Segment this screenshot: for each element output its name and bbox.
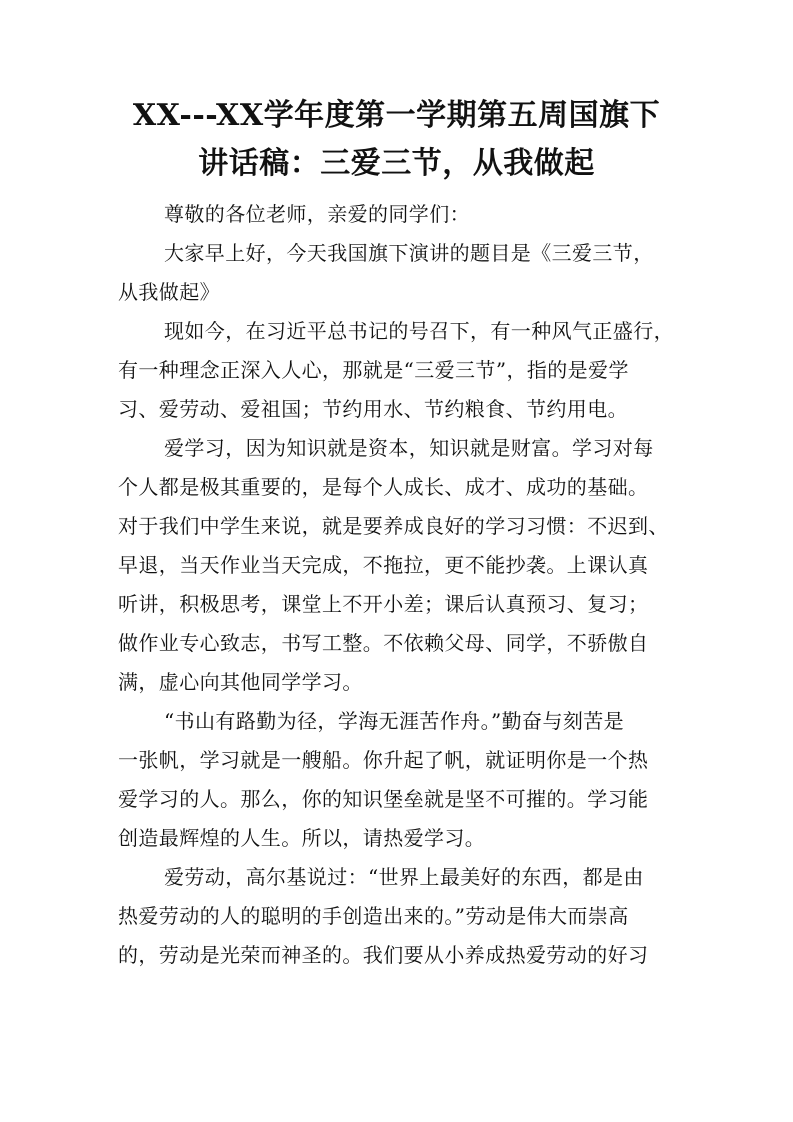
paragraph-line: 一张帆，学习就是一艘船。你升起了帆，就证明你是一个热 bbox=[118, 748, 649, 772]
paragraph-study-quote bbox=[118, 702, 682, 858]
paragraph-line: 从我做起》 bbox=[118, 280, 220, 304]
paragraph-line: 对于我们中学生来说，就是要养成良好的学习习惯：不迟到、 bbox=[118, 514, 669, 538]
paragraph-line: 早退，当天作业当天完成，不拖拉，更不能抄袭。上课认真 bbox=[118, 553, 649, 577]
document-body bbox=[118, 195, 682, 975]
paragraph-greeting bbox=[118, 195, 682, 234]
title-line-1: XX---XX学年度第一学期第五周国旗下 bbox=[132, 98, 661, 133]
paragraph-line: 的，劳动是光荣而神圣的。我们要从小养成热爱劳动的好习 bbox=[118, 943, 649, 967]
paragraph-line: 爱学习，因为知识就是资本，知识就是财富。学习对每 bbox=[164, 436, 654, 460]
paragraph-line: 爱劳动，高尔基说过：“世界上最美好的东西，都是由 bbox=[164, 865, 644, 889]
paragraph-line: 做作业专心致志，书写工整。不依赖父母、同学，不骄傲自 bbox=[118, 631, 649, 655]
paragraph-line: 现如今，在习近平总书记的号召下，有一种风气正盛行， bbox=[164, 319, 674, 343]
paragraph-love-labor bbox=[118, 858, 682, 975]
paragraph-line: 习、爱劳动、爱祖国；节约用水、节约粮食、节约用电。 bbox=[118, 397, 628, 421]
document-title bbox=[0, 92, 793, 188]
paragraph-line: 大家早上好，今天我国旗下演讲的题目是《三爱三节， bbox=[164, 241, 654, 265]
paragraph-line: 听讲，积极思考，课堂上不开小差；课后认真预习、复习； bbox=[118, 592, 649, 616]
paragraph-line: 爱学习的人。那么，你的知识堡垒就是坚不可摧的。学习能 bbox=[118, 787, 649, 811]
paragraph-opening bbox=[118, 234, 682, 312]
title-line-2: 讲话稿：三爱三节，从我做起 bbox=[198, 146, 595, 181]
paragraph-line: 个人都是极其重要的，是每个人成长、成才、成功的基础。 bbox=[118, 475, 649, 499]
paragraph-line: “书山有路勤为径，学海无涯苦作舟。”勤奋与刻苦是 bbox=[164, 709, 625, 733]
paragraph-line: 尊敬的各位老师，亲爱的同学们： bbox=[164, 202, 470, 226]
paragraph-line: 创造最辉煌的人生。所以，请热爱学习。 bbox=[118, 826, 486, 850]
paragraph-love-learning bbox=[118, 429, 682, 702]
paragraph-line: 有一种理念正深入人心，那就是“三爱三节”，指的是爱学 bbox=[118, 358, 629, 382]
paragraph-line: 满，虚心向其他同学学习。 bbox=[118, 670, 363, 694]
paragraph-three-loves-three-savings bbox=[118, 312, 682, 429]
paragraph-line: 热爱劳动的人的聪明的手创造出来的。”劳动是伟大而崇高 bbox=[118, 904, 629, 928]
